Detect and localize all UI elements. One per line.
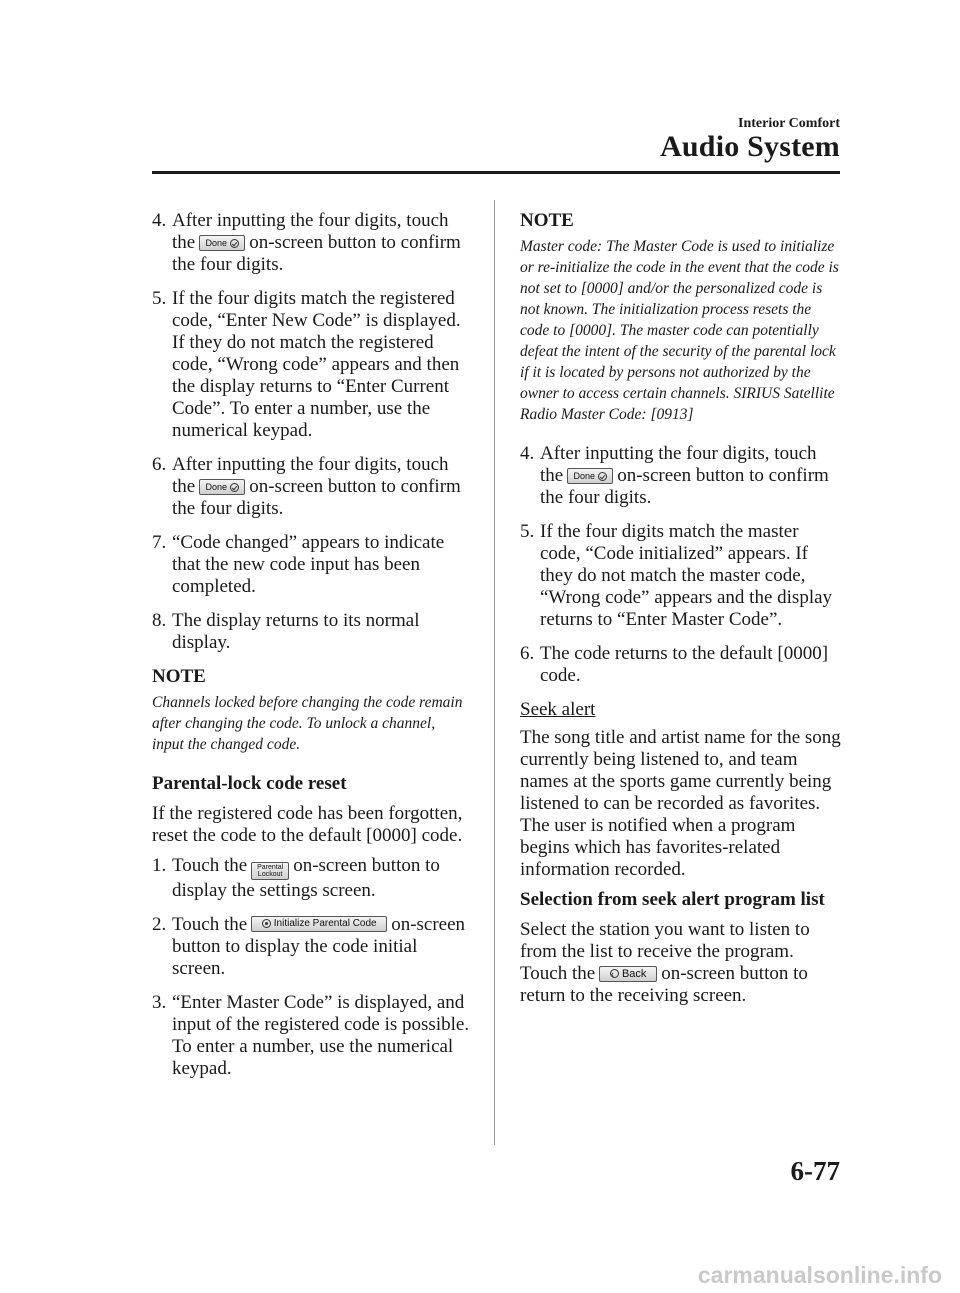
step-number: 3. (152, 992, 167, 1013)
step-number: 4. (152, 210, 167, 231)
master-code-note: Master code: The Master Code is used to initialize or re-initialize the code in the event that the code is not set to [0000] and/or the personalized code is not known. The initialization process resets the code to [0000]. The master code can potentially defeat the intent of the security of the parental lock if it is located by persons not authorized by the owner to access certain channels. SIRIUS Satellite Radio Master Code: [0913] (520, 238, 839, 423)
reset-intro: If the registered code has been forgotten, reset the code to the default [0000] code. (152, 803, 463, 846)
step-text: After inputting the four digits, touch the Done on-screen button to confirm the four digits. (172, 454, 461, 519)
header-divider (152, 171, 840, 174)
step-number: 6. (152, 454, 167, 475)
right-column (520, 210, 842, 1015)
reset-step-1 (152, 855, 470, 902)
section-label: Interior Comfort (738, 116, 840, 131)
step-text: If the four digits match the master code, “Code initialized” appears. If they do not match the master code, “Wrong code” appears and the display returns to “Enter Master Code”. (540, 521, 833, 630)
check-circle-icon (230, 483, 239, 492)
watermark: carmanualsonline.info (697, 1262, 942, 1288)
step-number: 8. (152, 610, 167, 631)
done-button[interactable]: Done (567, 468, 613, 484)
initialize-parental-code-button[interactable]: Initialize Parental Code (251, 916, 387, 932)
step-number: 5. (520, 521, 535, 542)
page-title: Audio System (660, 130, 840, 163)
check-circle-icon (230, 239, 239, 248)
selection-heading: Selection from seek alert program list (520, 889, 825, 910)
step-text: “Enter Master Code” is displayed, and input of the registered code is possible. To enter a number, use the numerical keypad. (172, 992, 470, 1079)
step-text: After inputting the four digits, touch the Done on-screen button to confirm the four digits. (172, 210, 461, 275)
step-text: If the four digits match the registered code, “Enter New Code” is displayed. If they do not match the registered code, “Wrong code” appears and then the display returns to “Enter Current Code”. To enter a number, use the numerical keypad. (172, 288, 461, 441)
selection-text: Select the station you want to listen to from the list to receive the program. Touch the ‹ Back on-screen button to return to the receiving screen. (520, 919, 810, 1006)
step-number: 4. (520, 443, 535, 464)
step-text: “Code changed” appears to indicate that the new code input has been completed. (172, 532, 445, 597)
reset-heading: Parental-lock code reset (152, 773, 347, 794)
parental-lockout-button[interactable]: Parental Lockout (251, 862, 289, 880)
back-arrow-icon: ‹ (610, 969, 619, 978)
back-button[interactable]: ‹ Back (599, 966, 657, 982)
done-button[interactable]: Done (199, 235, 245, 251)
page-number: 6-77 (790, 1156, 840, 1186)
master-step-4 (520, 443, 842, 509)
step-number: 5. (152, 288, 167, 309)
seek-alert-text: The song title and artist name for the song currently being listened to, and team names at the sports game currently being listened to can be recorded as favorites. The user is notified when a program begins which has favorites-related information recorded. (520, 727, 841, 880)
step-number: 6. (520, 643, 535, 664)
step-5-new-code (152, 288, 470, 442)
reset-step-3 (152, 992, 470, 1080)
seek-alert-heading: Seek alert (520, 699, 596, 720)
note-heading: NOTE (520, 210, 574, 231)
check-circle-icon (598, 472, 607, 481)
note-heading: NOTE (152, 666, 206, 687)
step-text: The code returns to the default [0000] code. (540, 643, 829, 686)
note-text: Channels locked before changing the code remain after changing the code. To unlock a channel, input the changed code. (152, 694, 463, 753)
step-text: The display returns to its normal display. (172, 610, 420, 653)
step-4-confirm (152, 210, 470, 276)
step-number: 1. (152, 855, 167, 876)
column-divider (494, 200, 495, 1145)
master-step-6 (520, 643, 842, 687)
radio-dot-icon (262, 919, 271, 928)
step-text: After inputting the four digits, touch the Done on-screen button to confirm the four digits. (540, 443, 829, 508)
done-button[interactable]: Done (199, 479, 245, 495)
step-8-normal-display (152, 610, 470, 654)
step-text: Touch the Parental Lockout on-screen button to display the settings screen. (172, 855, 440, 901)
step-number: 7. (152, 532, 167, 553)
step-number: 2. (152, 914, 167, 935)
step-6-confirm (152, 454, 470, 520)
step-7-code-changed (152, 532, 470, 598)
reset-step-2 (152, 914, 470, 980)
step-text: Touch the Initialize Parental Code on-screen button to display the code initial screen. (172, 914, 466, 979)
left-column (152, 210, 470, 1092)
master-step-5 (520, 521, 842, 631)
